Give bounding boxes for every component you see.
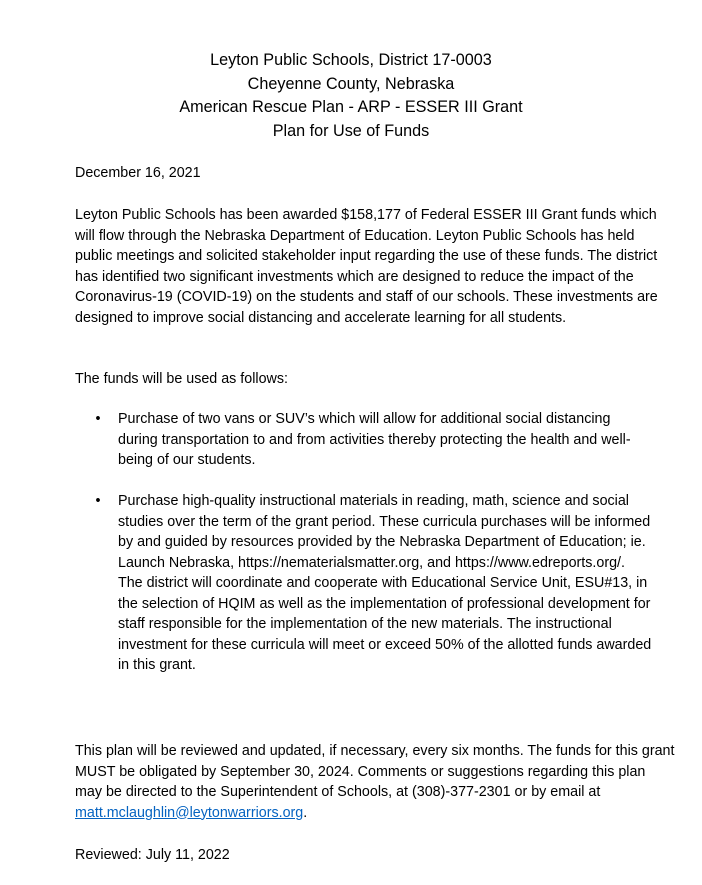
header-plan-title: Plan for Use of Funds bbox=[272, 121, 430, 140]
document-header bbox=[0, 49, 702, 143]
intro-paragraph: Leyton Public Schools has been awarded $158,177 of Federal ESSER III Grant funds which will flow through the Nebraska Department of Education. Leyton Public Schools has held public meetings and solicited stakeholder input regarding the use of these funds. The district has identified two significant investments which are designed to reduce the impact of the Coronavirus-19 (COVID-19) on the students and staff of our schools. These investments are designed to improve social distancing and accelerate learning for all students. bbox=[75, 207, 658, 326]
reviewed-date: Reviewed: July 11, 2022 bbox=[75, 847, 230, 863]
bullet-icon: • bbox=[95, 411, 101, 427]
list-item bbox=[93, 491, 653, 676]
list-item bbox=[93, 409, 653, 471]
funds-lead-text: The funds will be used as follows: bbox=[75, 371, 288, 387]
closing-paragraph bbox=[75, 741, 675, 823]
bullet-icon: • bbox=[95, 493, 101, 509]
closing-text: This plan will be reviewed and updated, if necessary, every six months. The funds for this grant MUST be obligated by September 30, 2024. Comments or suggestions regarding this plan may be directed to the Superintendent of Schools, at (308)-377-2301 or by email at bbox=[75, 743, 675, 800]
header-county-line: Cheyenne County, Nebraska bbox=[247, 74, 455, 93]
bullet-text-vehicles: Purchase of two vans or SUV’s which will allow for additional social distancing during transportation to and from activities thereby protecting the health and well-being of our students. bbox=[118, 411, 631, 468]
superintendent-email-link[interactable]: matt.mclaughlin@leytonwarriors.org bbox=[75, 804, 304, 821]
header-grant-line: American Rescue Plan - ARP - ESSER III Grant bbox=[179, 98, 523, 117]
header-district-line: Leyton Public Schools, District 17-0003 bbox=[210, 51, 492, 69]
funds-bullet-list bbox=[93, 409, 653, 676]
closing-period: . bbox=[303, 804, 308, 821]
bullet-text-materials: Purchase high-quality instructional materials in reading, math, science and social studies over the term of the grant period. These curricula purchases will be informed by and guided by resources provided by the Nebraska Department of Education; ie. Launch Nebraska, https://nematerialsmatter.org, and https://www.edreports.org/. The district will coordinate and cooperate with Educational Service Unit, ESU#13, in the selection of HQIM as well as the implementation of professional development for staff responsible for the implementation of the new materials. The instructional investment for these curricula will meet or exceed 50% of the allotted funds awarded in this grant. bbox=[118, 493, 652, 673]
document-date: December 16, 2021 bbox=[75, 165, 201, 181]
